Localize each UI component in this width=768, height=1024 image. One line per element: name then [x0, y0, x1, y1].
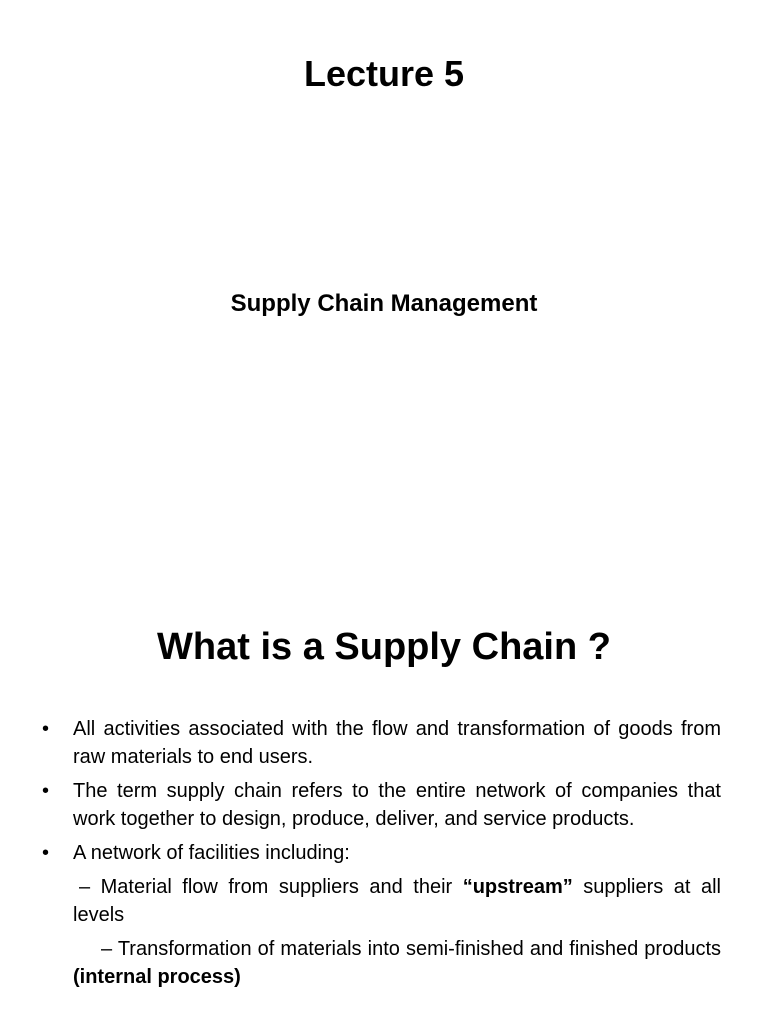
bullet-item — [42, 777, 721, 833]
bullet-list — [42, 715, 721, 997]
sub-item-text: – Transformation of materials into semi-finished and finished products — [101, 938, 721, 960]
bullet-text: All activities associated with the flow and transformation of goods from raw materials to end users. — [73, 718, 721, 768]
section-heading: What is a Supply Chain ? — [157, 626, 611, 668]
lecture-subtitle: Supply Chain Management — [230, 290, 538, 317]
bullet-text: A network of facilities including: — [73, 842, 350, 864]
sub-item-text: – Material flow from suppliers and their — [79, 876, 463, 898]
lecture-title: Lecture 5 — [303, 53, 465, 94]
bullet-item — [42, 839, 721, 867]
bullet-item — [42, 715, 721, 771]
sub-item-text-end: suppliers at all levels — [73, 876, 721, 926]
bullet-dot-icon: • — [42, 780, 50, 802]
sub-item — [42, 935, 721, 991]
bullet-dot-icon: • — [42, 842, 50, 864]
sub-item-emphasis: “upstream” — [462, 876, 573, 898]
sub-item-emphasis: (internal process) — [73, 966, 241, 988]
sub-item — [42, 873, 721, 929]
slide-what-is-supply-chain — [0, 560, 768, 1024]
bullet-text: The term supply chain refers to the entire network of companies that work together to design, produce, deliver, and service products. — [73, 780, 721, 830]
bullet-dot-icon: • — [42, 718, 50, 740]
